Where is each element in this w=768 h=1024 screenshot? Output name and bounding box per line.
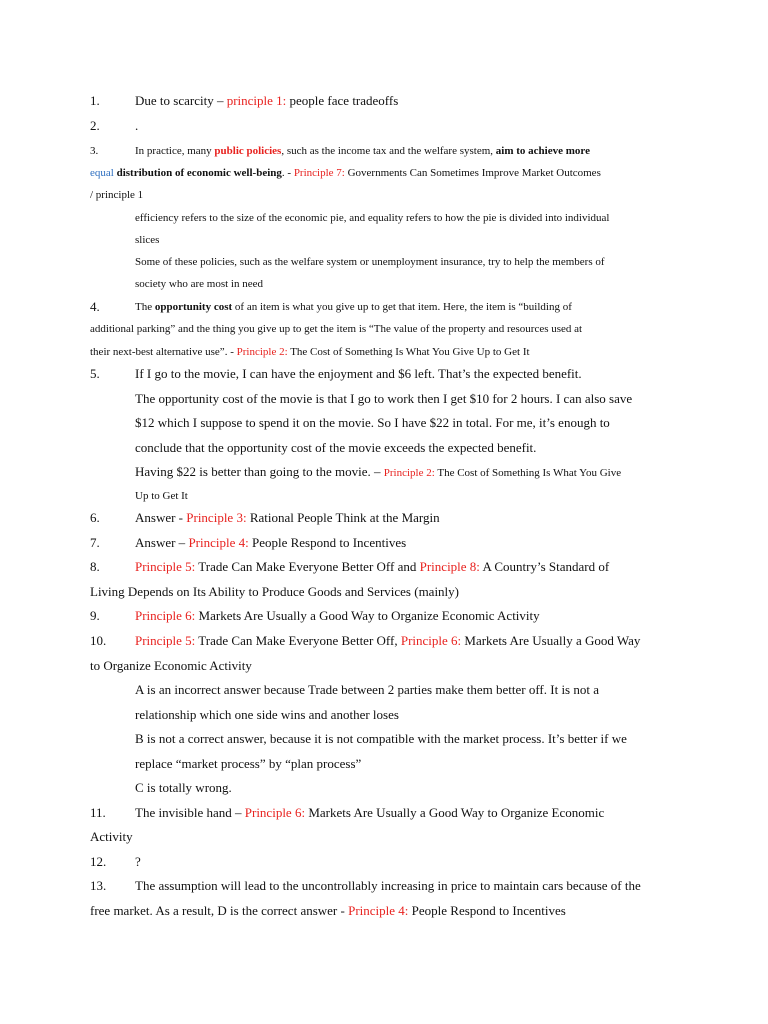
item-number: 13. <box>90 878 107 893</box>
principle-ref: Principle 5: <box>135 633 196 648</box>
item-number: 6. <box>90 510 100 525</box>
principle-ref: Principle 7: <box>293 167 345 179</box>
principle-ref: Principle 6: <box>135 608 196 623</box>
item-number: 5. <box>90 366 100 381</box>
principle-ref: Principle 2: <box>383 467 435 479</box>
item-number: 7. <box>90 535 100 550</box>
principle-ref: principle 1: <box>226 93 287 108</box>
principle-ref: Principle 4: <box>188 535 249 550</box>
principle-ref: Principle 2: <box>236 346 288 358</box>
item-number: 10. <box>90 633 107 648</box>
item-number: 1. <box>90 93 100 108</box>
principle-ref: Principle 8: <box>419 559 480 574</box>
item-number: 2. <box>90 118 100 133</box>
principle-ref: Principle 3: <box>186 510 247 525</box>
highlight-public-policies: public policies <box>214 145 282 157</box>
item-text: . <box>135 118 139 133</box>
item-text: Due to scarcity – principle 1: people face tradeoffs <box>135 93 399 108</box>
item-number: 4. <box>90 299 100 314</box>
highlight-equal: equal <box>90 167 114 179</box>
item-number: 12. <box>90 854 107 869</box>
item-number: 3. <box>90 145 99 157</box>
principle-ref: Principle 6: <box>244 805 306 820</box>
document-page: 1. Due to scarcity – principle 1: people face tradeoffs 2. . 3. In practice, many public policies, such as the income tax and the welfare system, aim to achieve more equal distribution of economic well-being. - Principle 7: Governments Can Sometimes Improve Market Outcomes / principle 1 efficiency refers to the size of the economic pie, and equality refers to how the pie is divided into individual slices Some of these policies, such as the welfare system or unemployment insurance, try to help the members of society who are most in need 4. The opportunity cost of an item is what you give up to get that item. Here, the item is “building of additional parking” and the thing you give up to get the item is “The value of the property and resources used at their next-best alternative use”. - Principle 2: The Cost of Something Is What You Give Up to Get It 5. If I go to the movie, I can have the enjoyment and $6 left. That’s the expected benefit. The opportunity cost of the movie is that I go to work then I get $10 for 2 hours. I can also save $12 which I suppose to spend it on the movie. So I have $22 in total. For me, it’s enough to conclude that the opportunity cost of the movie exceeds the expected benefit. Having $22 is better than going to the movie. – Principle 2: The Cost of Something Is What You Give Up to Get It 6. Answer - Principle 3: Rational People Think at the Margin 7. Answer – Principle 4: People Respond to Incentives 8. Principle 5: Trade Can Make Everyone Better Off and Principle 8: A Country’s Standard of Living Depends on Its Ability to Produce Goods and Services (mainly) 9. Principle 6: Markets Are Usually a Good Way to Organize Economic Activity 10. Principle 5: Trade Can Make Everyone Better Off, Principle 6: Markets Are Usually a Good Way to Organize Economic Activity A is an incorrect answer because Trade between 2 parties make them better off. It is not a relationship which one side wins and another loses B is not a correct answer, because it is not compatible with the market process. It’s better if we replace “market process” by “plan process” C is totally wrong. 11. The invisible hand – Principle 6: Markets Are Usually a Good Way to Organize Economic Activity 12. ? 13. The assumption will lead to the uncontrollably increasing in price to maintain cars because of the free market. As a result, D is the correct answer - Principle 4: People Respond to Incentives <box>90 93 641 918</box>
item-number: 9. <box>90 608 100 623</box>
item-number: 8. <box>90 559 100 574</box>
item-number: 11. <box>90 805 106 820</box>
item-text-line-1: In practice, many public policies, such as the income tax and the welfare system, aim to achieve more <box>135 145 590 157</box>
principle-ref: Principle 6: <box>400 633 462 648</box>
principle-ref: Principle 5: <box>135 559 196 574</box>
principle-ref: Principle 4: <box>348 903 409 918</box>
term-opportunity-cost: opportunity cost <box>154 301 233 313</box>
